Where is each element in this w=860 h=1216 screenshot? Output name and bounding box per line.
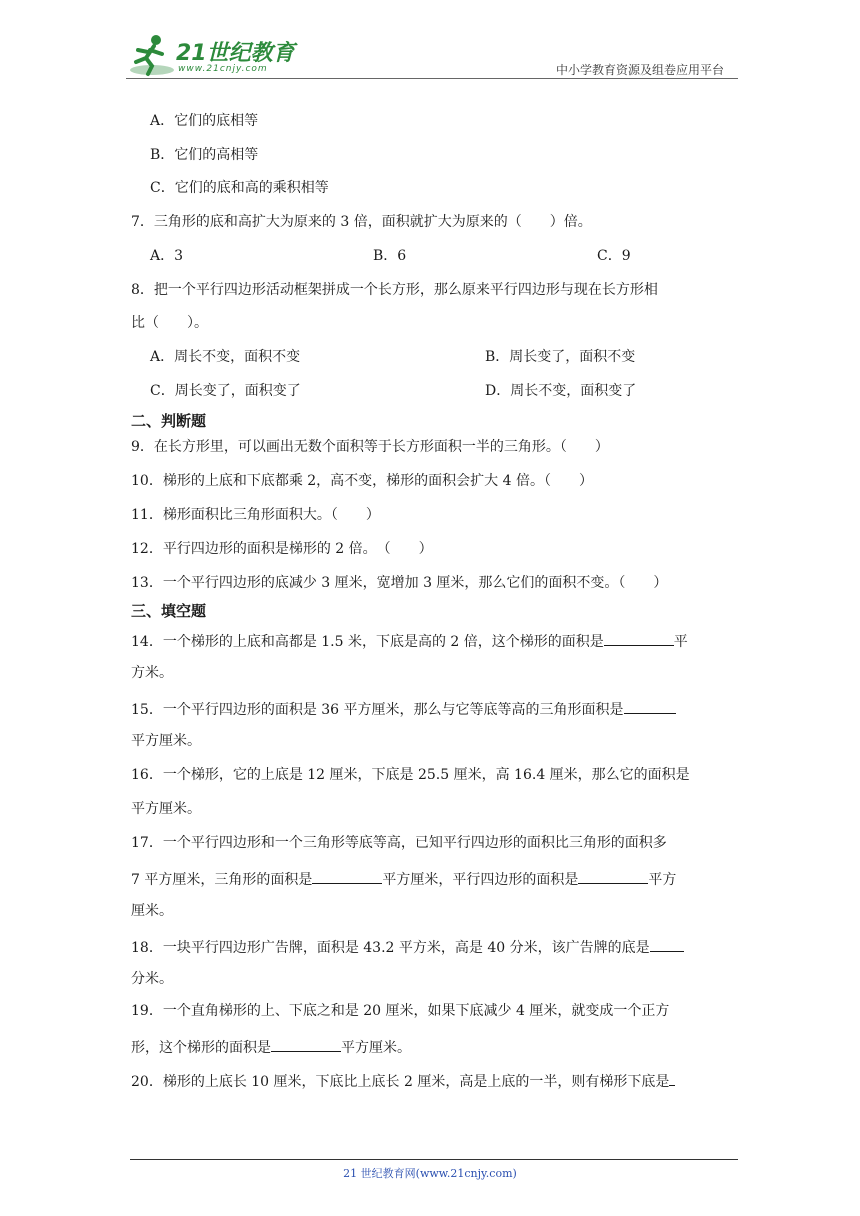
section-3-title: 三、填空题 — [131, 602, 207, 620]
q19-text-b: 平方厘米。 — [341, 1040, 411, 1056]
q17-text-c: 平方 — [648, 872, 677, 888]
question-14-line-2: 方米。 — [131, 665, 173, 681]
question-16-line-2: 平方厘米。 — [131, 801, 201, 817]
q6-option-c: C．它们的底和高的乘积相等 — [150, 180, 329, 196]
logo-text: 21世纪教育 — [176, 41, 295, 66]
header-platform-text: 中小学教育资源及组卷应用平台 — [555, 63, 724, 77]
question-19-line-1: 19．一个直角梯形的上、下底之和是 20 厘米，如果下底减少 4 厘米，就变成一个正方 — [131, 1003, 670, 1019]
q14-unit: 平 — [673, 634, 688, 650]
q20-answer-blank[interactable] — [669, 1069, 675, 1086]
question-15-line-1 — [131, 697, 676, 720]
logo — [126, 32, 296, 78]
q17-text-b: 平方厘米，平行四边形的面积是 — [382, 872, 579, 888]
footer-text[interactable]: 21 世纪教育网(www.21cnjy.com) — [343, 1167, 517, 1180]
question-14-line-1 — [131, 629, 688, 652]
runner-logo-icon — [126, 32, 174, 78]
q7-option-a: A．3 — [150, 248, 184, 264]
q18-text: 18．一块平行四边形广告牌，面积是 43.2 平方米，高是 40 分米，该广告牌的底是 — [131, 940, 650, 956]
q15-text: 15．一个平行四边形的面积是 36 平方厘米，那么与它等底等高的三角形面积是 — [131, 702, 624, 718]
question-13: 13．一个平行四边形的底减少 3 厘米，宽增加 3 厘米，那么它们的面积不变。（ ） — [131, 575, 668, 591]
question-7: 7．三角形的底和高扩大为原来的 3 倍，面积就扩大为原来的（ ）倍。 — [131, 214, 592, 230]
q8-option-c: C．周长变了，面积变了 — [150, 383, 301, 399]
header-divider — [126, 78, 738, 79]
question-9: 9．在长方形里，可以画出无数个面积等于长方形面积一半的三角形。（ ） — [131, 439, 609, 455]
q6-option-a: A．它们的底相等 — [150, 113, 259, 129]
q7-option-b: B．6 — [373, 248, 407, 264]
question-20-line-1 — [131, 1069, 675, 1092]
q14-text: 14．一个梯形的上底和高都是 1.5 米，下底是高的 2 倍，这个梯形的面积是 — [131, 634, 604, 650]
q7-option-c: C．9 — [597, 248, 631, 264]
q20-text: 20．梯形的上底长 10 厘米，下底比上底长 2 厘米，高是上底的一半，则有梯形下底是 — [131, 1074, 670, 1090]
q18-answer-blank[interactable] — [650, 935, 684, 952]
q17-parallelogram-blank[interactable] — [578, 867, 648, 884]
q19-text-a: 形，这个梯形的面积是 — [131, 1040, 271, 1056]
question-8-line-2: 比（ ）。 — [131, 315, 208, 331]
question-17-line-2 — [131, 867, 676, 890]
section-2-title: 二、判断题 — [131, 412, 207, 430]
q8-option-d: D．周长不变，面积变了 — [485, 383, 637, 399]
q6-option-b: B．它们的高相等 — [150, 147, 259, 163]
q15-answer-blank[interactable] — [624, 697, 676, 714]
question-16-line-1: 16．一个梯形，它的上底是 12 厘米，下底是 25.5 厘米，高 16.4 厘米，那么它的面积是 — [131, 767, 690, 783]
q8-option-a: A．周长不变，面积不变 — [150, 349, 301, 365]
question-11: 11．梯形面积比三角形面积大。（ ） — [131, 507, 380, 523]
question-17-line-3: 厘米。 — [131, 903, 173, 919]
question-18-line-2: 分米。 — [131, 971, 173, 987]
footer-divider — [130, 1159, 738, 1160]
q14-answer-blank[interactable] — [604, 629, 674, 646]
question-10: 10．梯形的上底和下底都乘 2，高不变，梯形的面积会扩大 4 倍。（ ） — [131, 473, 593, 489]
question-12: 12．平行四边形的面积是梯形的 2 倍。 （ ） — [131, 541, 433, 557]
question-8-line-1: 8．把一个平行四边形活动框架拼成一个长方形，那么原来平行四边形与现在长方形相 — [131, 282, 658, 298]
q8-option-b: B．周长变了，面积不变 — [485, 349, 636, 365]
q17-triangle-blank[interactable] — [312, 867, 382, 884]
q17-text-a: 7 平方厘米，三角形的面积是 — [131, 872, 313, 888]
question-18-line-1 — [131, 935, 684, 958]
page-header — [126, 30, 738, 80]
question-19-line-2 — [131, 1035, 411, 1058]
question-17-line-1: 17．一个平行四边形和一个三角形等底等高，已知平行四边形的面积比三角形的面积多 — [131, 835, 667, 851]
logo-url: www.21cnjy.com — [178, 64, 268, 74]
q19-answer-blank[interactable] — [271, 1035, 341, 1052]
question-15-line-2: 平方厘米。 — [131, 733, 201, 749]
